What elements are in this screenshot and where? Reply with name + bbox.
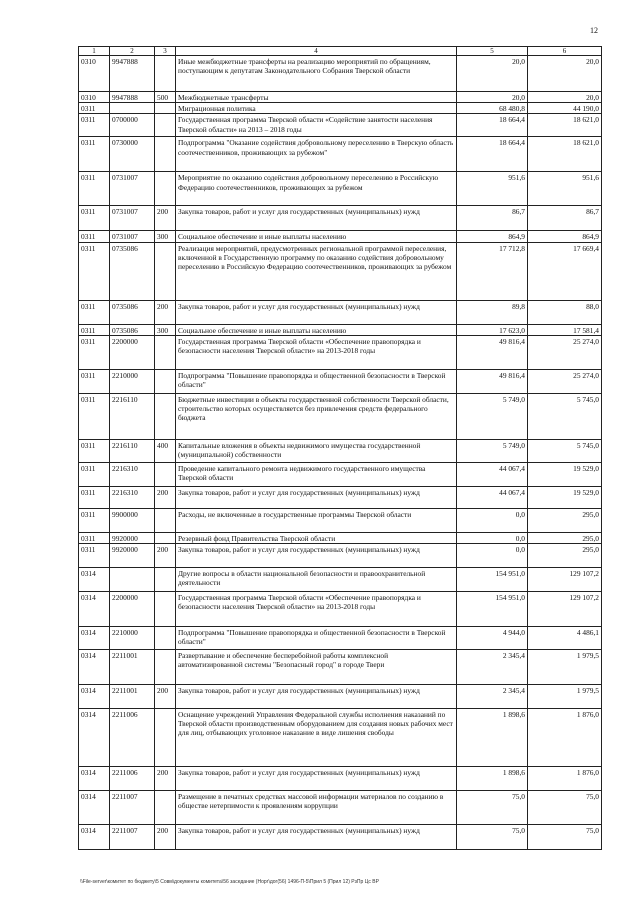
target-article-code: 0735086 <box>110 300 155 324</box>
amount-plan: 0,0 <box>457 544 528 568</box>
expense-type-code <box>155 114 176 137</box>
item-name: Бюджетные инвестиции в объекты государственной собственности Тверской области, строительство которых осуществляется без привлечения средств федерального бюджета <box>176 393 457 439</box>
amount-actual: 86,7 <box>528 206 602 231</box>
amount-plan: 68 480,8 <box>457 103 528 114</box>
item-name: Закупка товаров, работ и услуг для государственных (муниципальных) нужд <box>176 544 457 568</box>
item-name: Государственная программа Тверской области «Обеспечение правопорядка и безопасности населения Тверской области» на 2013-2018 годы <box>176 592 457 627</box>
table-row <box>79 114 602 137</box>
table-row <box>79 103 602 114</box>
section-code: 0314 <box>79 709 110 767</box>
amount-plan: 49 816,4 <box>457 369 528 393</box>
amount-plan: 75,0 <box>457 825 528 850</box>
section-code: 0311 <box>79 172 110 206</box>
expense-type-code: 200 <box>155 825 176 850</box>
target-article-code: 9920000 <box>110 532 155 543</box>
target-article-code: 0730000 <box>110 137 155 172</box>
amount-plan: 18 664,4 <box>457 114 528 137</box>
table-row <box>79 137 602 172</box>
expense-type-code <box>155 568 176 592</box>
section-code: 0311 <box>79 369 110 393</box>
amount-actual: 25 274,0 <box>528 335 602 369</box>
section-code: 0311 <box>79 231 110 242</box>
section-code: 0311 <box>79 393 110 439</box>
expense-type-code <box>155 627 176 650</box>
expense-type-code <box>155 709 176 767</box>
target-article-code: 0731007 <box>110 172 155 206</box>
item-name: Социальное обеспечение и иные выплаты населению <box>176 231 457 242</box>
amount-plan: 951,6 <box>457 172 528 206</box>
budget-table <box>78 46 602 850</box>
table-row <box>79 592 602 627</box>
amount-actual: 1 876,0 <box>528 767 602 791</box>
table-row <box>79 767 602 791</box>
item-name: Резервный фонд Правительства Тверской области <box>176 532 457 543</box>
table-row <box>79 242 602 300</box>
file-path-footer: \\File-server\комитет по бюджету\5 Совм\документы комитета\56 заседание (Норг\дог(56) 1496-П-5\Прил 5 (Прил 12) РзПр Цс ВР <box>80 879 379 885</box>
amount-plan: 20,0 <box>457 56 528 92</box>
section-code: 0311 <box>79 242 110 300</box>
table-row <box>79 486 602 508</box>
table-row <box>79 300 602 324</box>
table-row <box>79 92 602 103</box>
section-code: 0311 <box>79 114 110 137</box>
section-code: 0311 <box>79 103 110 114</box>
table-row <box>79 650 602 685</box>
target-article-code: 9947888 <box>110 56 155 92</box>
item-name: Государственная программа Тверской области «Обеспечение правопорядка и безопасности населения Тверской области» на 2013-2018 годы <box>176 335 457 369</box>
item-name: Государственная программа Тверской области «Содействие занятости населения Тверской области» на 2013 – 2018 годы <box>176 114 457 137</box>
amount-actual: 20,0 <box>528 92 602 103</box>
expense-type-code <box>155 103 176 114</box>
expense-type-code: 300 <box>155 231 176 242</box>
amount-plan: 864,9 <box>457 231 528 242</box>
expense-type-code: 200 <box>155 767 176 791</box>
expense-type-code <box>155 242 176 300</box>
target-article-code <box>110 103 155 114</box>
section-code: 0310 <box>79 92 110 103</box>
section-code: 0310 <box>79 56 110 92</box>
section-code: 0311 <box>79 206 110 231</box>
table-row <box>79 231 602 242</box>
item-name: Закупка товаров, работ и услуг для государственных (муниципальных) нужд <box>176 825 457 850</box>
item-name: Закупка товаров, работ и услуг для государственных (муниципальных) нужд <box>176 685 457 709</box>
item-name: Размещение в печатных средствах массовой информации материалов по созданию в обществе нетерпимости к проявлениям коррупции <box>176 791 457 825</box>
amount-plan: 4 944,0 <box>457 627 528 650</box>
amount-plan: 2 345,4 <box>457 685 528 709</box>
section-code: 0314 <box>79 592 110 627</box>
amount-plan: 17 623,0 <box>457 324 528 335</box>
table-row <box>79 685 602 709</box>
section-code: 0314 <box>79 627 110 650</box>
amount-actual: 5 745,0 <box>528 439 602 462</box>
target-article-code <box>110 568 155 592</box>
amount-plan: 0,0 <box>457 532 528 543</box>
amount-plan: 44 067,4 <box>457 462 528 486</box>
table-row <box>79 439 602 462</box>
table-row <box>79 544 602 568</box>
table-row <box>79 206 602 231</box>
amount-plan: 154 951,0 <box>457 568 528 592</box>
item-name: Межбюджетные трансферты <box>176 92 457 103</box>
item-name: Подпрограмма "Оказание содействия добровольному переселению в Тверскую область соотечественников, проживающих за рубежом" <box>176 137 457 172</box>
item-name: Расходы, не включенные в государственные программы Тверской области <box>176 508 457 532</box>
table-row <box>79 709 602 767</box>
expense-type-code: 500 <box>155 92 176 103</box>
item-name: Другие вопросы в области национальной безопасности и правоохранительной деятельности <box>176 568 457 592</box>
expense-type-code <box>155 592 176 627</box>
amount-plan: 5 749,0 <box>457 393 528 439</box>
amount-plan: 89,8 <box>457 300 528 324</box>
section-code: 0311 <box>79 335 110 369</box>
table-row <box>79 172 602 206</box>
amount-plan: 154 951,0 <box>457 592 528 627</box>
expense-type-code <box>155 650 176 685</box>
expense-type-code: 300 <box>155 324 176 335</box>
amount-actual: 25 274,0 <box>528 369 602 393</box>
expense-type-code <box>155 508 176 532</box>
amount-plan: 86,7 <box>457 206 528 231</box>
section-code: 0314 <box>79 767 110 791</box>
section-code: 0311 <box>79 508 110 532</box>
target-article-code: 2211001 <box>110 685 155 709</box>
section-code: 0314 <box>79 791 110 825</box>
target-article-code: 2216110 <box>110 439 155 462</box>
target-article-code: 2216310 <box>110 486 155 508</box>
target-article-code: 2211006 <box>110 767 155 791</box>
amount-actual: 1 979,5 <box>528 685 602 709</box>
amount-actual: 75,0 <box>528 825 602 850</box>
amount-actual: 18 621,0 <box>528 137 602 172</box>
expense-type-code: 200 <box>155 206 176 231</box>
expense-type-code <box>155 532 176 543</box>
amount-actual: 129 107,2 <box>528 592 602 627</box>
amount-actual: 5 745,0 <box>528 393 602 439</box>
table-row <box>79 508 602 532</box>
target-article-code: 0735086 <box>110 324 155 335</box>
column-number: 1 <box>79 47 110 56</box>
item-name: Закупка товаров, работ и услуг для государственных (муниципальных) нужд <box>176 206 457 231</box>
amount-actual: 18 621,0 <box>528 114 602 137</box>
item-name: Мероприятие по оказанию содействия добровольному переселению в Российскую Федерацию соотечественников, проживающих за рубежом <box>176 172 457 206</box>
amount-actual: 19 529,0 <box>528 462 602 486</box>
section-code: 0311 <box>79 532 110 543</box>
section-code: 0314 <box>79 650 110 685</box>
expense-type-code <box>155 791 176 825</box>
table-row <box>79 627 602 650</box>
amount-actual: 88,0 <box>528 300 602 324</box>
amount-actual: 20,0 <box>528 56 602 92</box>
section-code: 0314 <box>79 685 110 709</box>
expense-type-code <box>155 335 176 369</box>
amount-plan: 20,0 <box>457 92 528 103</box>
amount-actual: 44 190,0 <box>528 103 602 114</box>
table-row <box>79 393 602 439</box>
table-row <box>79 335 602 369</box>
item-name: Иные межбюджетные трансферты на реализацию мероприятий по обращениям, поступающим к депутатам Законодательного Собрания Тверской области <box>176 56 457 92</box>
target-article-code: 2211001 <box>110 650 155 685</box>
amount-actual: 17 669,4 <box>528 242 602 300</box>
section-code: 0311 <box>79 439 110 462</box>
section-code: 0311 <box>79 300 110 324</box>
amount-plan: 75,0 <box>457 791 528 825</box>
item-name: Реализация мероприятий, предусмотренных региональной программой переселения, включенной в Государственную программу по оказанию содействия добровольному переселению в Российскую Федерацию соотечественников, проживающих за рубежом <box>176 242 457 300</box>
item-name: Оснащение учреждений Управления Федеральной службы исполнения наказаний по Тверской области производственным оборудованием для создания новых рабочих мест для лиц, отбывающих уголовное наказание в виде лишения свободы <box>176 709 457 767</box>
item-name: Социальное обеспечение и иные выплаты населению <box>176 324 457 335</box>
column-number: 6 <box>528 47 602 56</box>
section-code: 0314 <box>79 568 110 592</box>
section-code: 0311 <box>79 137 110 172</box>
section-code: 0311 <box>79 324 110 335</box>
target-article-code: 9900000 <box>110 508 155 532</box>
expense-type-code <box>155 393 176 439</box>
table-row <box>79 791 602 825</box>
amount-actual: 75,0 <box>528 791 602 825</box>
target-article-code: 2211007 <box>110 791 155 825</box>
amount-actual: 951,6 <box>528 172 602 206</box>
amount-plan: 2 345,4 <box>457 650 528 685</box>
table-row <box>79 825 602 850</box>
section-code: 0311 <box>79 462 110 486</box>
amount-plan: 1 898,6 <box>457 709 528 767</box>
amount-plan: 5 749,0 <box>457 439 528 462</box>
item-name: Закупка товаров, работ и услуг для государственных (муниципальных) нужд <box>176 300 457 324</box>
item-name: Подпрограмма "Повышение правопорядка и общественной безопасности в Тверской области" <box>176 369 457 393</box>
table-row <box>79 462 602 486</box>
amount-actual: 129 107,2 <box>528 568 602 592</box>
amount-plan: 0,0 <box>457 508 528 532</box>
target-article-code: 2210000 <box>110 369 155 393</box>
section-code: 0311 <box>79 486 110 508</box>
target-article-code: 0735086 <box>110 242 155 300</box>
amount-plan: 17 712,8 <box>457 242 528 300</box>
amount-actual: 295,0 <box>528 544 602 568</box>
table-row <box>79 56 602 92</box>
amount-actual: 864,9 <box>528 231 602 242</box>
target-article-code: 2216110 <box>110 393 155 439</box>
table-row <box>79 568 602 592</box>
amount-plan: 1 898,6 <box>457 767 528 791</box>
target-article-code: 2210000 <box>110 627 155 650</box>
table-row <box>79 369 602 393</box>
expense-type-code <box>155 137 176 172</box>
item-name: Проведение капитального ремонта недвижимого государственного имущества Тверской области <box>176 462 457 486</box>
target-article-code: 2211006 <box>110 709 155 767</box>
section-code: 0311 <box>79 544 110 568</box>
amount-actual: 17 581,4 <box>528 324 602 335</box>
column-number: 4 <box>176 47 457 56</box>
target-article-code: 0731007 <box>110 231 155 242</box>
expense-type-code: 200 <box>155 544 176 568</box>
amount-actual: 4 486,1 <box>528 627 602 650</box>
target-article-code: 0731007 <box>110 206 155 231</box>
amount-actual: 1 876,0 <box>528 709 602 767</box>
page-number: 12 <box>590 26 598 35</box>
target-article-code: 2211007 <box>110 825 155 850</box>
amount-actual: 19 529,0 <box>528 486 602 508</box>
column-number-row <box>79 47 602 56</box>
target-article-code: 2200000 <box>110 592 155 627</box>
item-name: Закупка товаров, работ и услуг для государственных (муниципальных) нужд <box>176 767 457 791</box>
item-name: Миграционная политика <box>176 103 457 114</box>
amount-actual: 1 979,5 <box>528 650 602 685</box>
target-article-code: 9947888 <box>110 92 155 103</box>
column-number: 2 <box>110 47 155 56</box>
expense-type-code <box>155 172 176 206</box>
item-name: Закупка товаров, работ и услуг для государственных (муниципальных) нужд <box>176 486 457 508</box>
target-article-code: 0700000 <box>110 114 155 137</box>
expense-type-code: 400 <box>155 439 176 462</box>
amount-actual: 295,0 <box>528 532 602 543</box>
expense-type-code: 200 <box>155 685 176 709</box>
table-row <box>79 324 602 335</box>
target-article-code: 9920000 <box>110 544 155 568</box>
expense-type-code <box>155 462 176 486</box>
table-row <box>79 532 602 543</box>
amount-plan: 44 067,4 <box>457 486 528 508</box>
target-article-code: 2200000 <box>110 335 155 369</box>
expense-type-code: 200 <box>155 486 176 508</box>
amount-actual: 295,0 <box>528 508 602 532</box>
expense-type-code <box>155 56 176 92</box>
column-number: 5 <box>457 47 528 56</box>
expense-type-code <box>155 369 176 393</box>
section-code: 0314 <box>79 825 110 850</box>
item-name: Развертывание и обеспечение бесперебойной работы комплексной автоматизированной системы "Безопасный город" в городе Твери <box>176 650 457 685</box>
column-number: 3 <box>155 47 176 56</box>
target-article-code: 2216310 <box>110 462 155 486</box>
item-name: Подпрограмма "Повышение правопорядка и общественной безопасности в Тверской области" <box>176 627 457 650</box>
amount-plan: 18 664,4 <box>457 137 528 172</box>
amount-plan: 49 816,4 <box>457 335 528 369</box>
budget-table-container <box>78 46 601 850</box>
expense-type-code: 200 <box>155 300 176 324</box>
item-name: Капитальные вложения в объекты недвижимого имущества государственной (муниципальной) собственности <box>176 439 457 462</box>
